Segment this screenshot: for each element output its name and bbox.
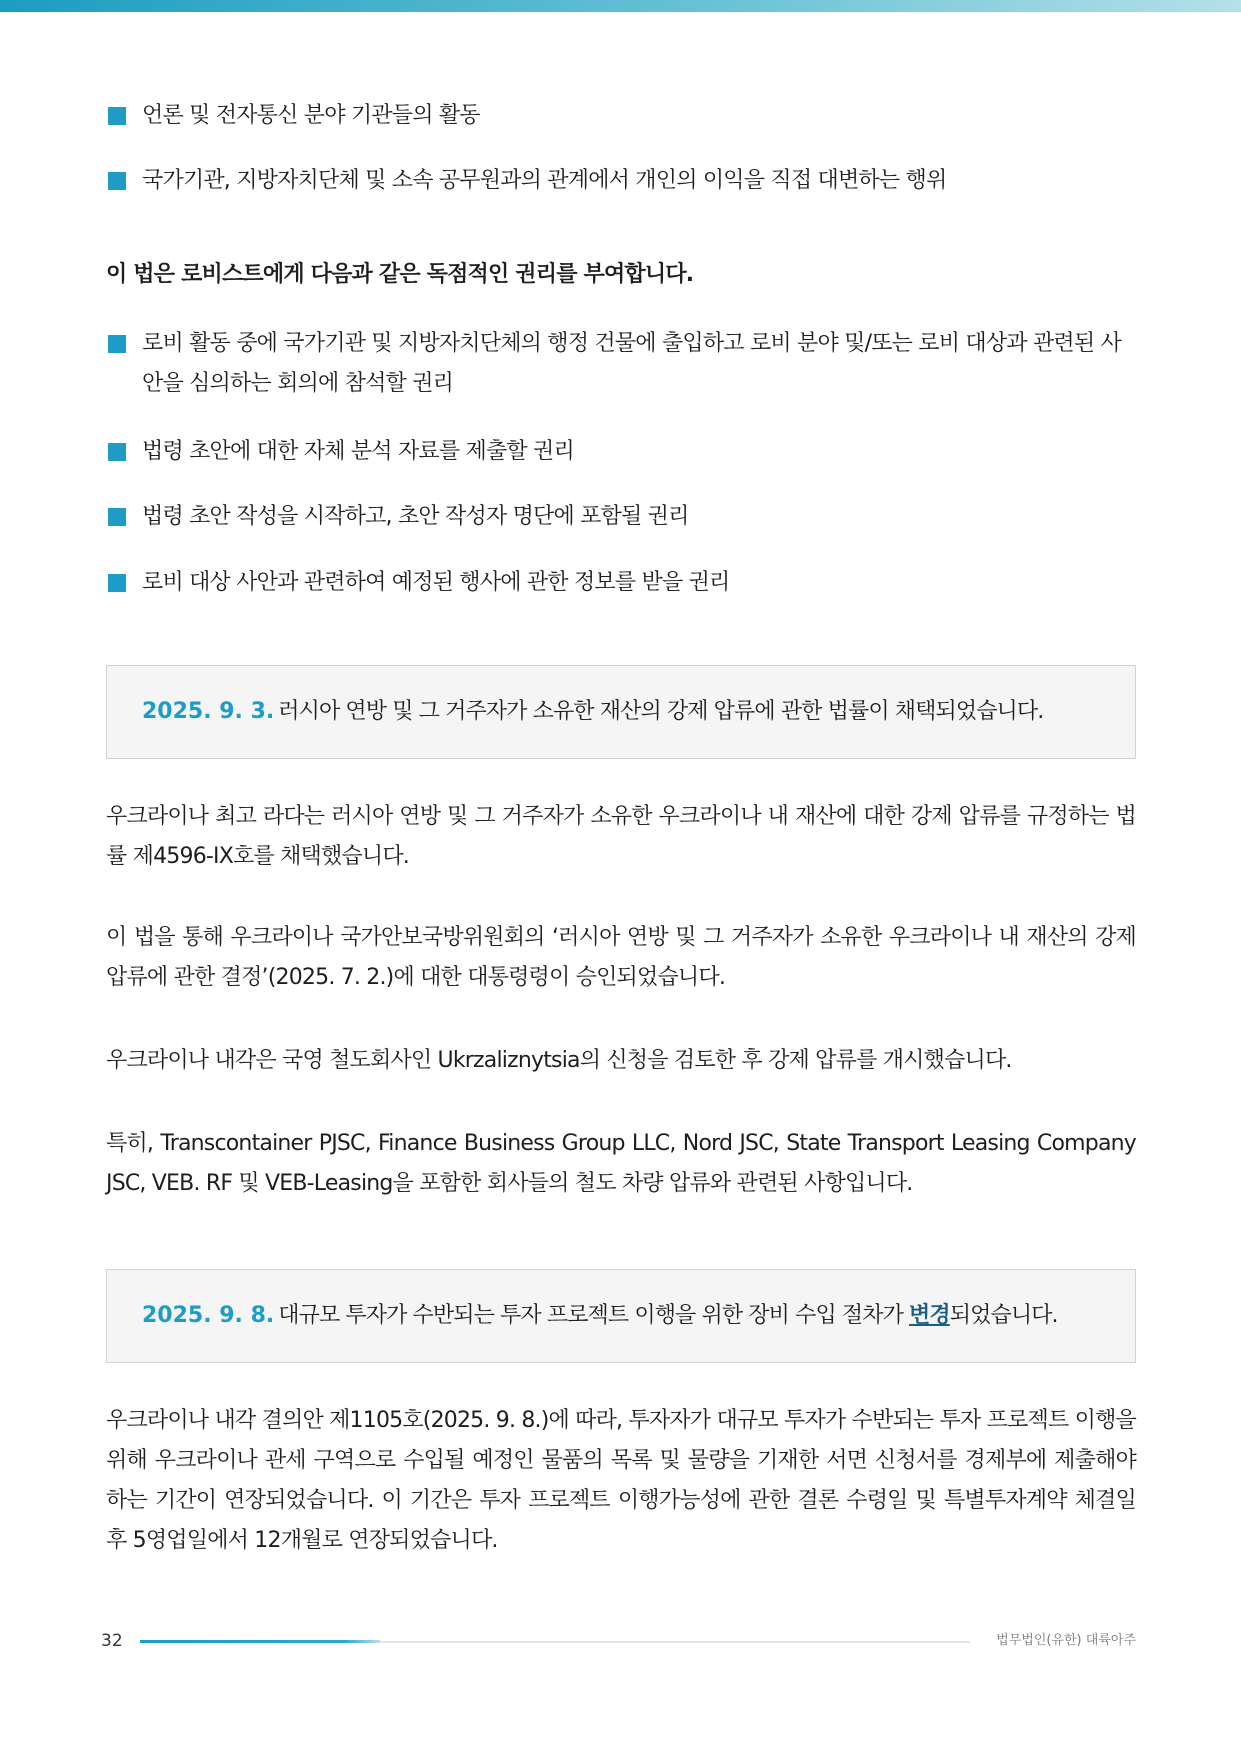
body-paragraph: 우크라이나 최고 라다는 러시아 연방 및 그 거주자가 소유한 우크라이나 내 재산에 대한 강제 압류를 규정하는 법률 제4596-IX호를 채택했습니다. <box>106 804 1136 869</box>
page-number: 32 <box>101 1631 123 1651</box>
list-item <box>106 324 1136 404</box>
square-bullet-icon <box>108 335 126 353</box>
list-item <box>106 96 1136 136</box>
list-item-text: 법령 초안 작성을 시작하고, 초안 작성자 명단에 포함될 권리 <box>142 504 689 529</box>
news-date: 2025. 9. 3. <box>142 699 275 724</box>
list-item <box>106 161 1136 201</box>
news-title <box>142 692 1043 732</box>
body-paragraph: 우크라이나 내각 결의안 제1105호(2025. 9. 8.)에 따라, 투자자가 대규모 투자가 수반되는 투자 프로젝트 이행을 위해 우크라이나 관세 구역으로 수입될 예정인 물품의 목록 및 물량을 기재한 서면 신청서를 경제부에 제출해야 하는 기간이 연장되었습니다. 이 기간은 투자 프로젝트 이행가능성에 관한 결론 수령일 및 특별투자계약 체결일 후 5영업일에서 12개월로 연장되었습니다. <box>106 1408 1137 1553</box>
top-accent-bar <box>0 0 1241 12</box>
news-title-text: 되었습니다. <box>949 1303 1058 1328</box>
square-bullet-icon <box>108 172 126 190</box>
news-date: 2025. 9. 8. <box>142 1303 275 1328</box>
list-item <box>106 497 1136 537</box>
list-item <box>106 432 1136 472</box>
news-title <box>142 1296 1058 1336</box>
news-title-highlight: 변경 <box>909 1303 950 1328</box>
list-item <box>106 563 1136 603</box>
body-paragraph: 우크라이나 내각은 국영 철도회사인 Ukrzaliznytsia의 신청을 검토한 후 강제 압류를 개시했습니다. <box>106 1048 1012 1073</box>
square-bullet-icon <box>108 574 126 592</box>
rights-heading: 이 법은 로비스트에게 다음과 같은 독점적인 권리를 부여합니다. <box>106 262 694 287</box>
body-paragraph: 이 법을 통해 우크라이나 국가안보국방위원회의 ‘러시아 연방 및 그 거주자가 소유한 우크라이나 내 재산의 강제 압류에 관한 결정’(2025. 7. 2.)에 대한 대통령령이 승인되었습니다. <box>106 925 1136 990</box>
square-bullet-icon <box>108 107 126 125</box>
news-title-box <box>106 1269 1136 1363</box>
square-bullet-icon <box>108 508 126 526</box>
list-item-text: 언론 및 전자통신 분야 기관들의 활동 <box>142 103 480 128</box>
body-paragraph: 특히, Transcontainer PJSC, Finance Business Group LLC, Nord JSC, State Transport Leasing Company JSC, VEB. RF 및 VEB-Leasing을 포함한 회사들의 철도 차량 압류와 관련된 사항입니다. <box>106 1131 1136 1196</box>
square-bullet-icon <box>108 443 126 461</box>
footer-divider-accent <box>140 1640 380 1643</box>
list-item-text: 국가기관, 지방자치단체 및 소속 공무원과의 관계에서 개인의 이익을 직접 대변하는 행위 <box>142 168 947 193</box>
news-title-text: 대규모 투자가 수반되는 투자 프로젝트 이행을 위한 장비 수입 절차가 <box>278 1303 910 1328</box>
list-item-text: 로비 활동 중에 국가기관 및 지방자치단체의 행정 건물에 출입하고 로비 분야 및/또는 로비 대상과 관련된 사안을 심의하는 회의에 참석할 권리 <box>142 331 1121 396</box>
list-item-text: 로비 대상 사안과 관련하여 예정된 행사에 관한 정보를 받을 권리 <box>142 570 730 595</box>
news-title-text: 러시아 연방 및 그 거주자가 소유한 재산의 강제 압류에 관한 법률이 채택되었습니다. <box>278 699 1044 724</box>
footer-brand: 법무법인(유한) 대륙아주 <box>996 1633 1136 1648</box>
news-title-box <box>106 665 1136 759</box>
list-item-text: 법령 초안에 대한 자체 분석 자료를 제출할 권리 <box>142 439 574 464</box>
